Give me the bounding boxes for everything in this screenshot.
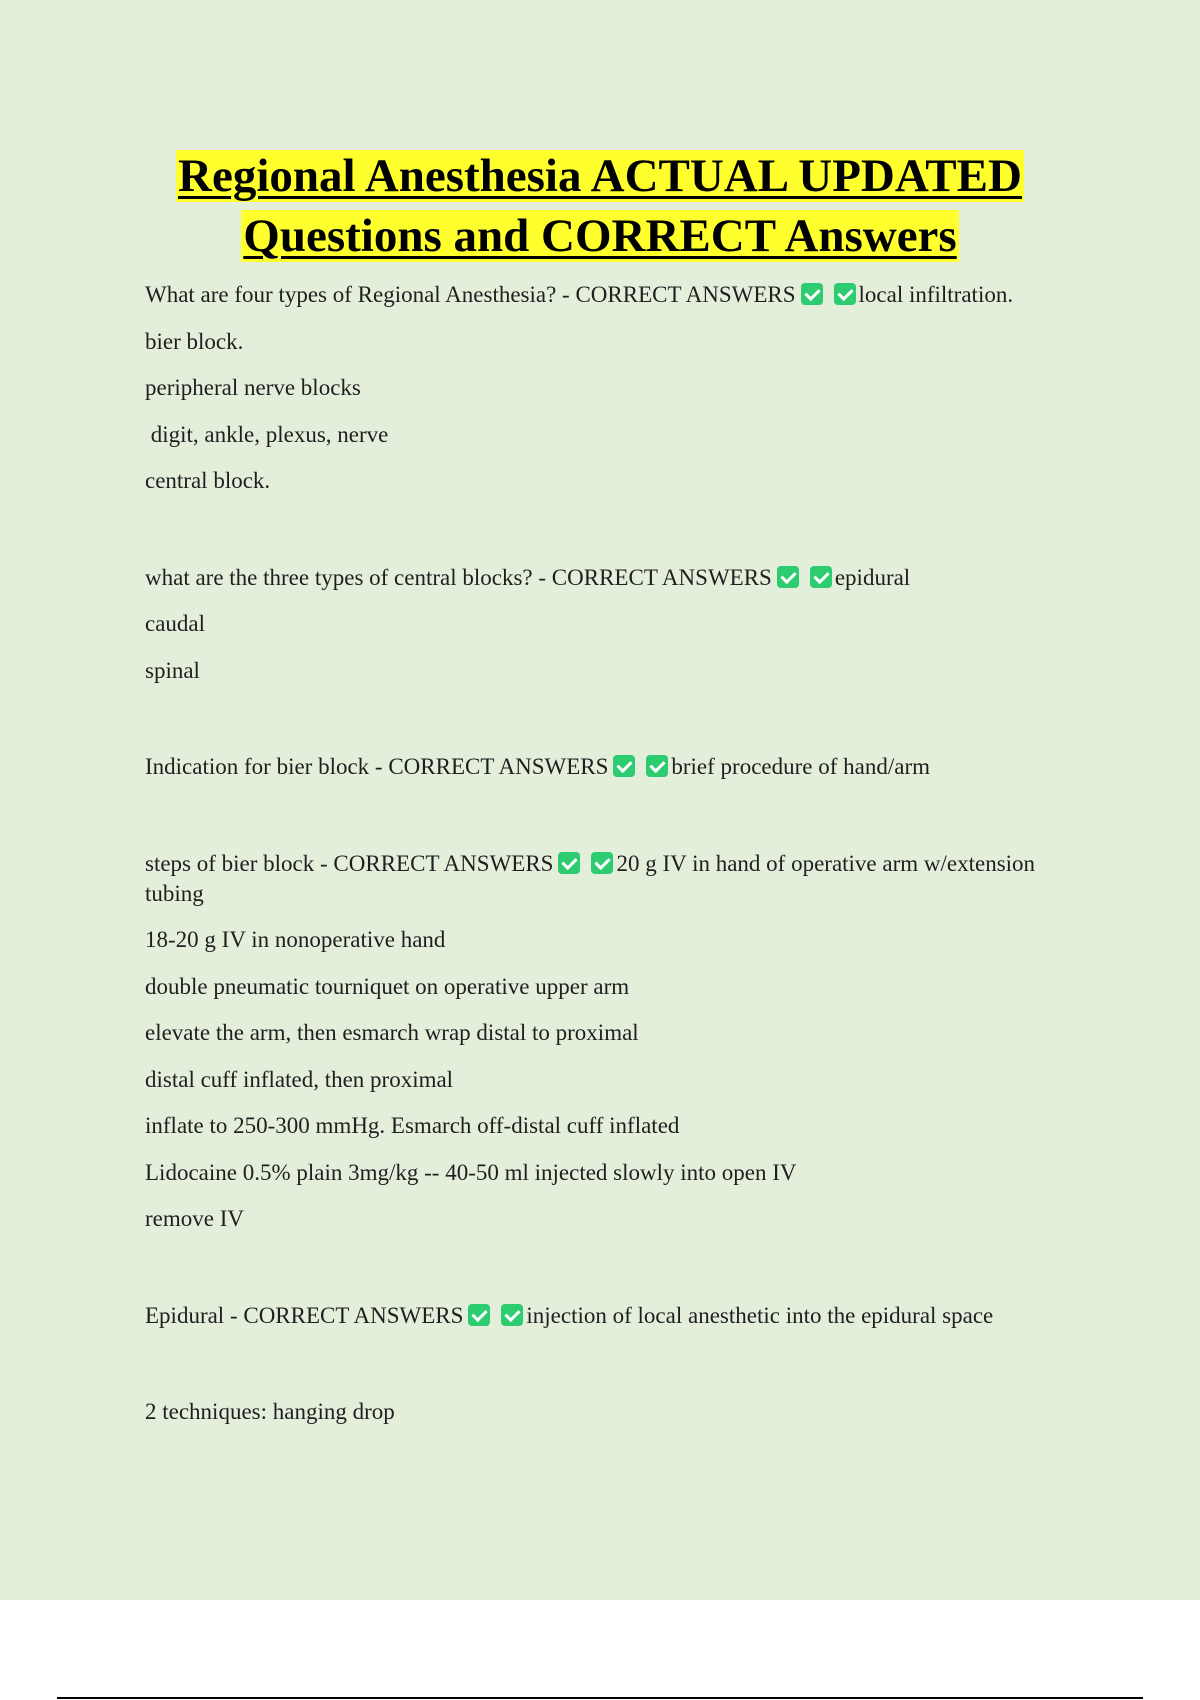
answer-line: inflate to 250-300 mmHg. Esmarch off-distal cuff inflated <box>145 1113 680 1138</box>
checkmark-box-icon <box>468 1304 490 1326</box>
title-line-1: Regional Anesthesia ACTUAL UPDATED <box>178 150 1022 202</box>
qa-question-line <box>145 849 1095 909</box>
answer-text: brief procedure of hand/arm <box>671 754 931 779</box>
spacer <box>145 513 1095 563</box>
answer-text: 20 g IV in hand of operative arm w/extension tubing <box>145 850 1036 906</box>
page-divider <box>57 1697 1143 1699</box>
answer-line: peripheral nerve blocks <box>145 375 361 400</box>
answer-line: central block. <box>145 468 271 493</box>
checkmark-box-icon <box>646 755 668 777</box>
question-text: what are the three types of central blocks? - CORRECT ANSWERS <box>145 564 772 590</box>
answer-line: Lidocaine 0.5% plain 3mg/kg -- 40-50 ml injected slowly into open IV <box>145 1159 797 1185</box>
qa-question-line <box>145 752 1095 782</box>
question-text: What are four types of Regional Anesthesia? - CORRECT ANSWERS <box>145 282 796 307</box>
question-text: Epidural - CORRECT ANSWERS <box>145 1302 464 1328</box>
answer-line: caudal <box>145 611 206 636</box>
answer-line: elevate the arm, then esmarch wrap distal to proximal <box>145 1020 639 1045</box>
checkmark-box-icon <box>834 283 856 305</box>
checkmark-box-icon <box>591 852 613 874</box>
answer-line: double pneumatic tourniquet on operative upper arm <box>145 973 630 999</box>
spacer <box>145 1347 1095 1397</box>
answer-line: spinal <box>145 657 200 683</box>
spacer <box>145 799 1095 849</box>
answer-line: distal cuff inflated, then proximal <box>145 1066 454 1092</box>
qa-question-line <box>145 280 1095 310</box>
qa-question-line <box>145 563 1095 593</box>
answer-line: remove IV <box>145 1206 244 1231</box>
question-text: Indication for bier block - CORRECT ANSWERS <box>145 754 609 779</box>
answer-text: injection of local anesthetic into the epidural space <box>526 1302 994 1328</box>
checkmark-box-icon <box>558 852 580 874</box>
document-title <box>0 146 1200 266</box>
answer-line: 18-20 g IV in nonoperative hand <box>145 927 446 952</box>
checkmark-box-icon <box>501 1304 523 1326</box>
qa-content <box>145 280 1095 1444</box>
answer-line: digit, ankle, plexus, nerve <box>145 421 389 447</box>
checkmark-box-icon <box>801 283 823 305</box>
title-line-2: Questions and CORRECT Answers <box>243 210 957 262</box>
spacer <box>145 702 1095 752</box>
checkmark-box-icon <box>777 566 799 588</box>
question-text: steps of bier block - CORRECT ANSWERS <box>145 850 554 876</box>
answer-text: epidural <box>834 564 911 590</box>
spacer <box>145 1251 1095 1301</box>
checkmark-box-icon <box>810 566 832 588</box>
answer-line: 2 techniques: hanging drop <box>145 1399 395 1424</box>
checkmark-box-icon <box>613 755 635 777</box>
qa-question-line <box>145 1301 1095 1331</box>
answer-text: local infiltration. <box>858 282 1014 307</box>
answer-line: bier block. <box>145 328 244 354</box>
